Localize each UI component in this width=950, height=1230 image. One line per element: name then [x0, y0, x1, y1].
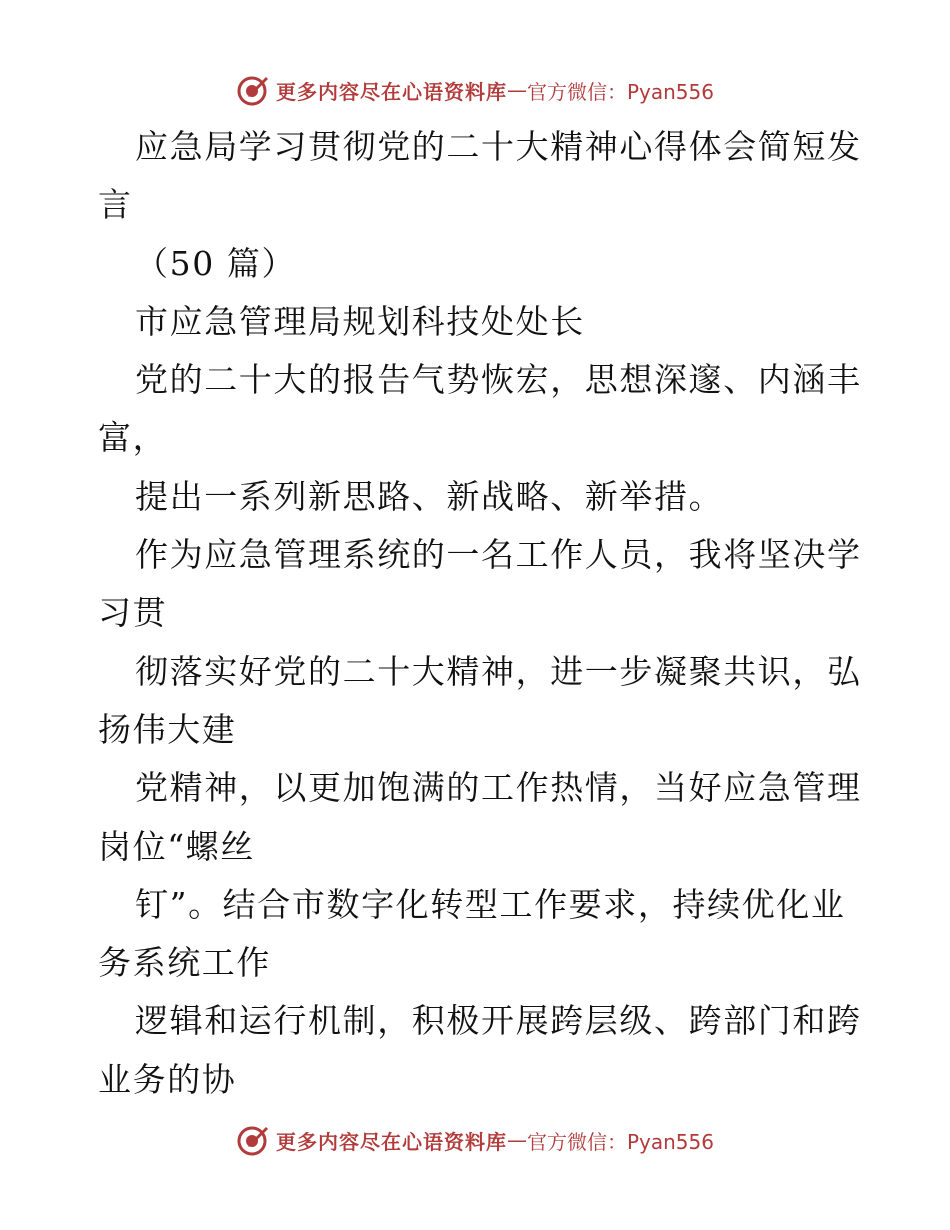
watermark-wechat: 官方微信：Pyan556 [526, 79, 714, 104]
paragraph-line: 业务的协 [98, 1059, 237, 1099]
paragraph-line: 习贯 [98, 593, 168, 633]
paragraph-line: 逻辑和运行机制，积极开展跨层级、跨部门和跨 [135, 1001, 862, 1041]
footer-watermark [0, 1120, 950, 1160]
doc-title-line-2: 言 [98, 185, 133, 225]
paragraph-line: 钉”。结合市数字化转型工作要求，持续优化业 [135, 884, 846, 924]
pen-logo-icon [236, 73, 270, 107]
doc-title-line-1: 应急局学习贯彻党的二十大精神心得体会简短发 [135, 127, 862, 166]
watermark-dash: — [506, 78, 527, 102]
paragraph-line: 扬伟大建 [98, 709, 237, 749]
pen-logo-icon [236, 1123, 270, 1157]
paragraph-line: 作为应急管理系统的一名工作人员，我将坚决学 [135, 535, 862, 575]
doc-author: 市应急管理局规划科技处处长 [135, 301, 585, 341]
paragraph-line: 彻落实好党的二十大精神，进一步凝聚共识，弘 [135, 651, 862, 691]
header-watermark [0, 70, 950, 110]
paragraph-line: 富， [98, 418, 168, 458]
watermark-dash: — [506, 1128, 527, 1152]
doc-subtitle: （50 篇） [135, 243, 297, 283]
paragraph-line: 党精神，以更加饱满的工作热情，当好应急管理 [135, 768, 862, 808]
paragraph-line: 党的二十大的报告气势恢宏，思想深邃、内涵丰 [135, 360, 862, 400]
paragraph-line: 岗位“螺丝 [98, 826, 255, 866]
watermark-text: 更多内容尽在心语资料库 [275, 1129, 507, 1154]
watermark-text: 更多内容尽在心语资料库 [275, 79, 507, 104]
document-body [98, 118, 862, 1109]
paragraph-line: 务系统工作 [98, 943, 271, 983]
paragraph-line: 提出一系列新思路、新战略、新举措。 [135, 476, 724, 516]
watermark-wechat: 官方微信：Pyan556 [526, 1129, 714, 1154]
